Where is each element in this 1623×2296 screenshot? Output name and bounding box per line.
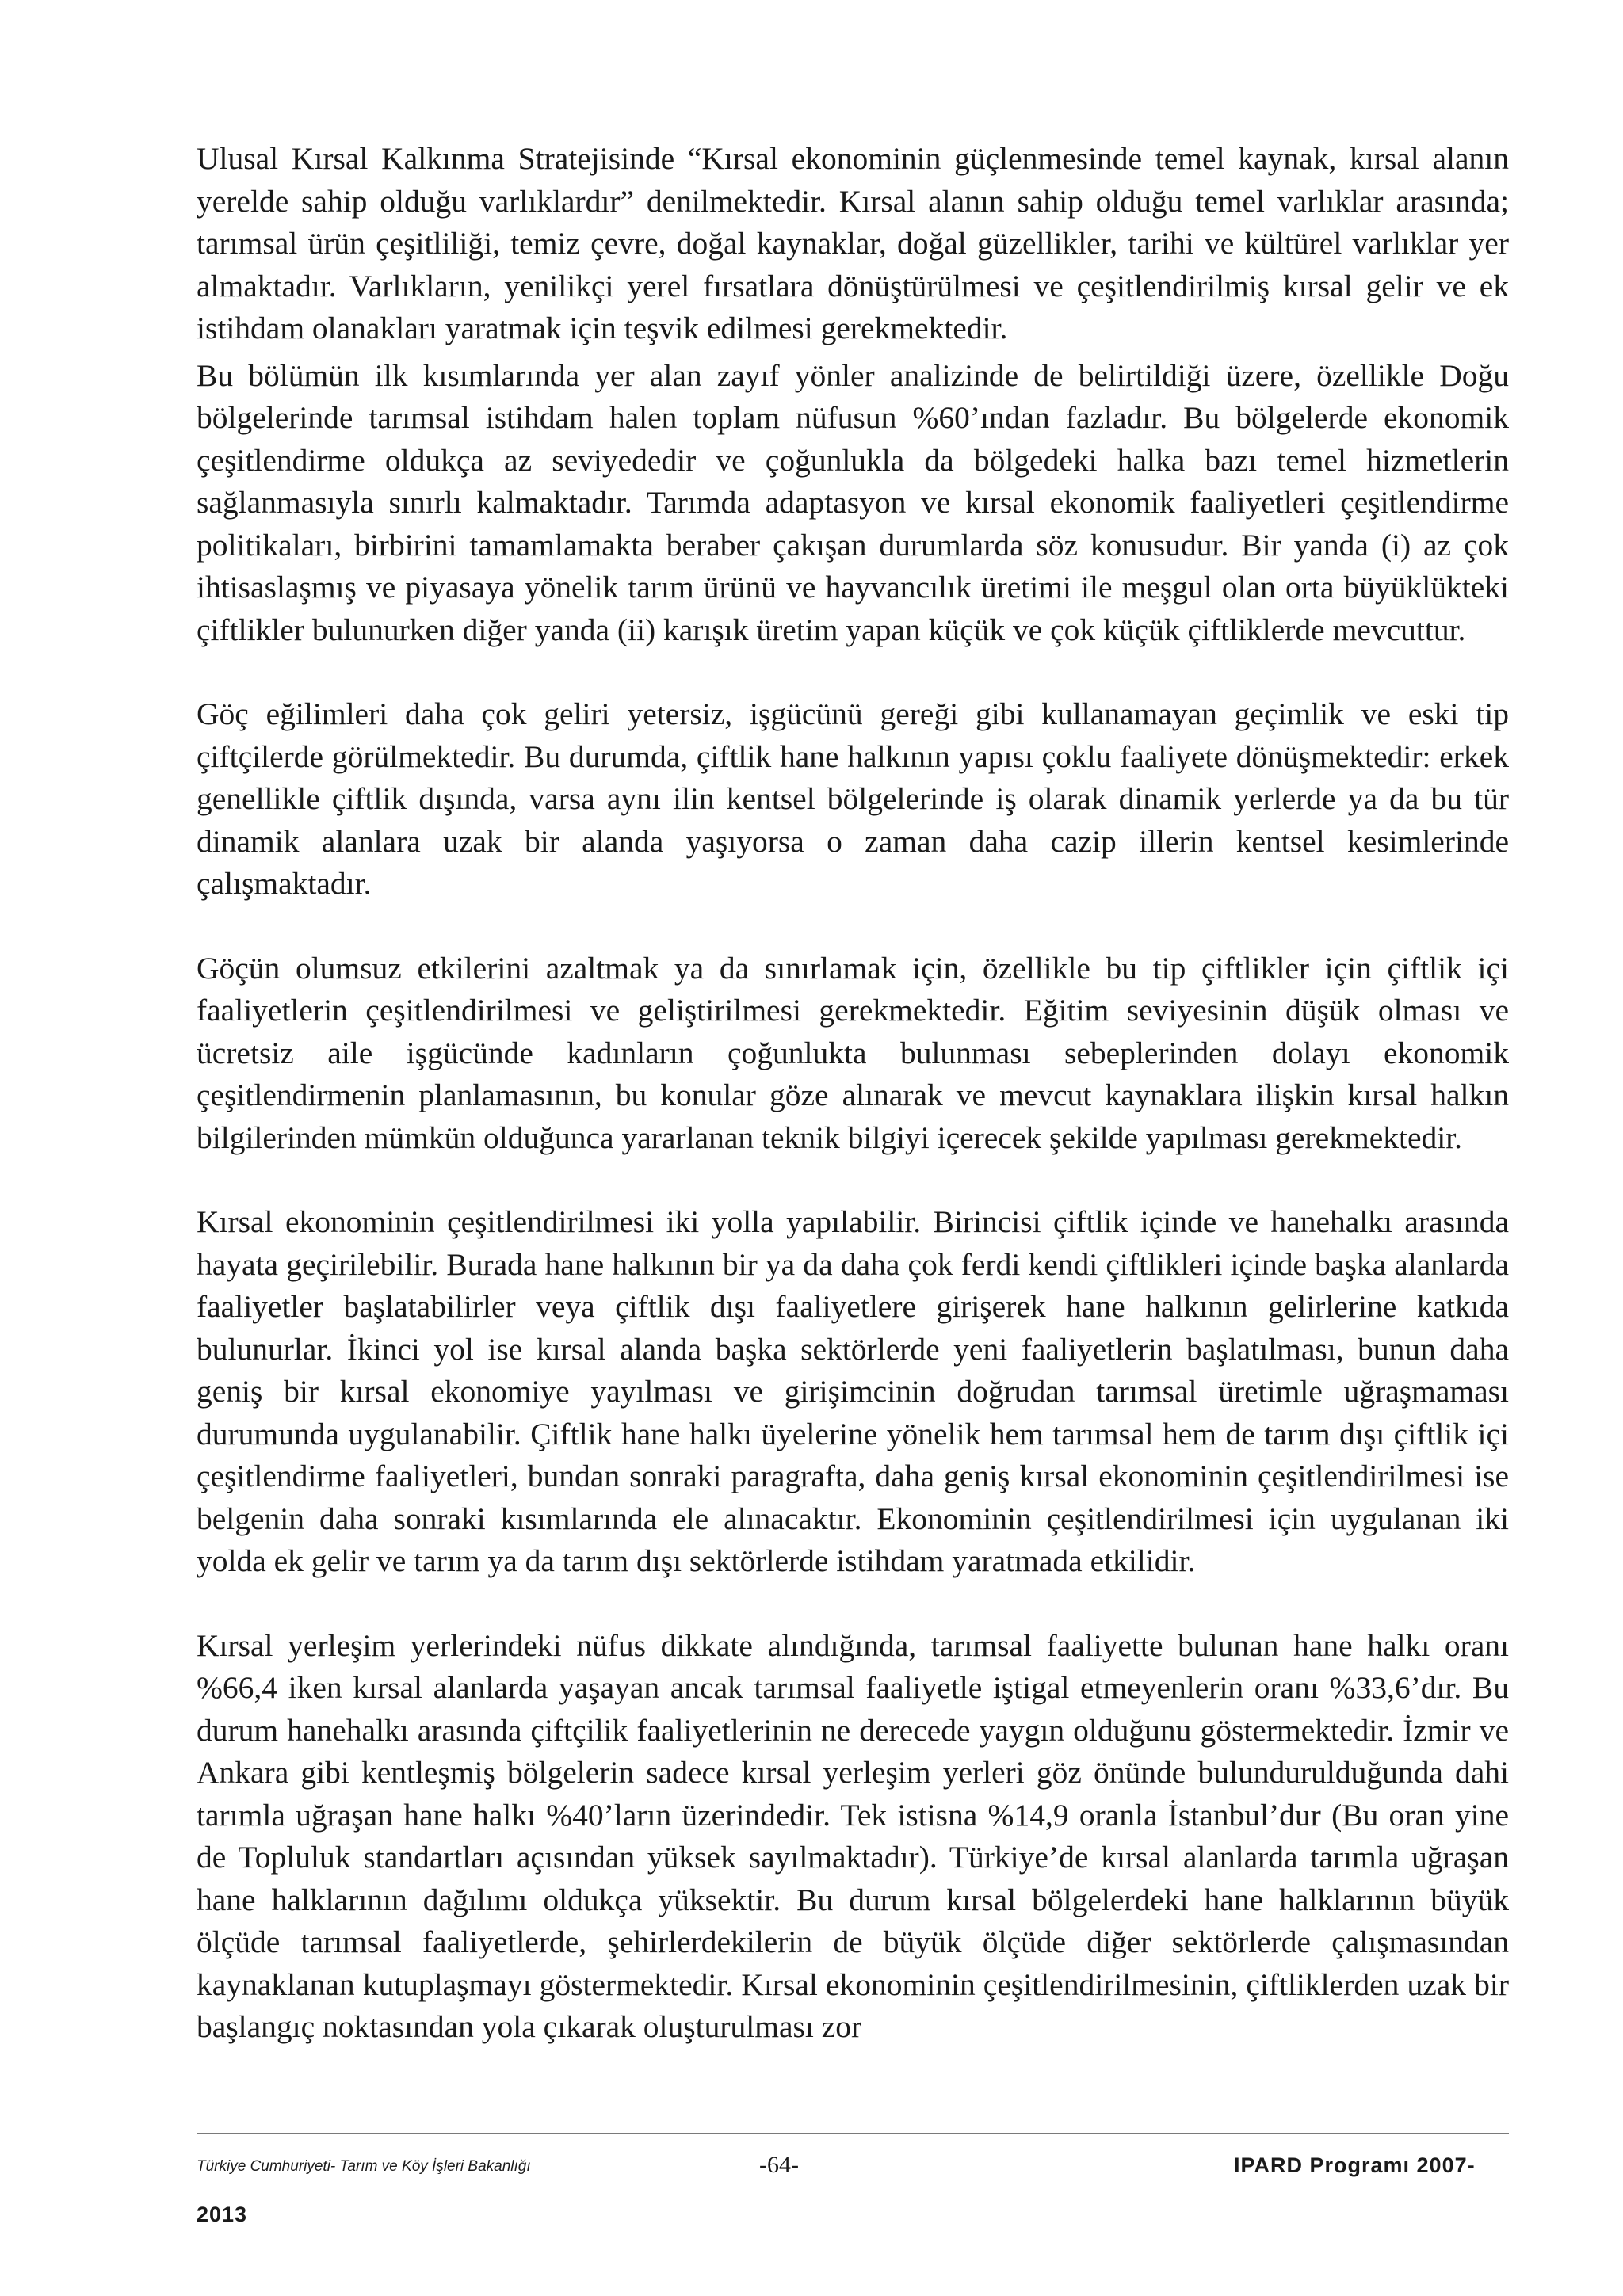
footer-page-number: -64- xyxy=(759,2152,799,2178)
paragraph-diversification-ways: Kırsal ekonominin çeşitlendirilmesi iki yolla yapılabilir. Birincisi çiftlik içinde ve hanehalkı arasında hayata geçirilebilir. Burada hane halkının bir ya da daha çok ferdi kendi çiftlikleri içinde başka alanlarda faaliyetler başlatabilirler veya çiftlik dışı faaliyetlere girişerek hane halkının gelirlerine katkıda bulunurlar. İkinci yol ise kırsal alanda başka sektörlerde yeni faaliyetlerin başlatılması, bunun daha geniş bir kırsal ekonomiye yayılması ve girişimcinin doğrudan tarımsal üretimle uğraşmaması durumunda uygulanabilir. Çiftlik hane halkı üyelerine yönelik hem tarımsal hem de tarım dışı çiftlik içi çeşitlendirme faaliyetleri, bundan sonraki paragrafta, daha geniş kırsal ekonominin çeşitlendirilmesi ise belgenin daha sonraki kısımlarında ele alınacaktır. Ekonominin çeşitlendirilmesi için uygulanan iki yolda ek gelir ve tarım ya da tarım dışı sektörlerde istihdam yaratmada etkilidir. xyxy=(197,1204,1509,1578)
footer-organization: Türkiye Cumhuriyeti- Tarım ve Köy İşleri Bakanlığı xyxy=(197,2158,531,2175)
footer-divider xyxy=(197,2133,1509,2134)
paragraph-eastern-regions: Bu bölümün ilk kısımlarında yer alan zayıf yönler analizinde de belirtildiği üzere, özellikle Doğu bölgelerinde tarımsal istihdam halen toplam nüfusun %60’ından fazladır. Bu bölgelerde ekonomik çeşitlendirme oldukça az seviyededir ve çoğunlukla da bölgedeki halka bazı temel hizmetlerin sağlanmasıyla sınırlı kalmaktadır. Tarımda adaptasyon ve kırsal ekonomik faaliyetleri çeşitlendirme politikaları, birbirini tamamlamakta beraber çakışan durumlarda söz konusudur. Bir yanda (i) az çok ihtisaslaşmış ve piyasaya yönelik tarım ürünü ve hayvancılık üretimi ile meşgul olan orta büyüklükteki çiftlikler bulunurken diğer yanda (ii) karışık üretim yapan küçük ve çok küçük çiftliklerde mevcuttur. xyxy=(197,357,1509,647)
paragraph-migration-effects: Göçün olumsuz etkilerini azaltmak ya da sınırlamak için, özellikle bu tip çiftlikler için çiftlik içi faaliyetlerin çeşitlendirilmesi ve geliştirilmesi gerekmektedir. Eğitim seviyesinin düşük olması ve ücretsiz aile işgücünde kadınların çoğunlukta bulunması sebeplerinden dolayı ekonomik çeşitlendirmenin planlamasının, bu konular göze alınarak ve mevcut kaynaklara ilişkin kırsal halkın bilgilerinden mümkün olduğunca yararlanan teknik bilgiyi içerecek şekilde yapılması gerekmektedir. xyxy=(197,950,1509,1155)
body-text xyxy=(197,138,1509,2049)
footer-program-title: IPARD Programı 2007- xyxy=(1234,2153,1476,2177)
paragraph-strategy-assets: Ulusal Kırsal Kalkınma Stratejisinde “Kırsal ekonominin güçlenmesinde temel kaynak, kırsal alanın yerelde sahip olduğu varlıklardır” denilmektedir. Kırsal alanın sahip olduğu temel varlıklar arasında; tarımsal ürün çeşitliliği, temiz çevre, doğal kaynaklar, doğal güzellikler, tarihi ve kültürel varlıklar yer almaktadır. Varlıkların, yenilikçi yerel fırsatlara dönüştürülmesi ve çeşitlendirilmiş kırsal gelir ve ek istihdam olanakları yaratmak için teşvik edilmesi gerekmektedir. xyxy=(197,141,1509,345)
footer-program-year: 2013 xyxy=(197,2203,248,2226)
paragraph-migration-trends: Göç eğilimleri daha çok geliri yetersiz, işgücünü gereği gibi kullanamayan geçimlik ve eski tip çiftçilerde görülmektedir. Bu durumda, çiftlik hane halkının yapısı çoklu faaliyete dönüşmektedir: erkek genellikle çiftlik dışında, varsa aynı ilin kentsel bölgelerinde iş olarak dinamik yerlerde ya da bu tür dinamik alanlara uzak bir alanda yaşıyorsa o zaman daha cazip illerin kentsel kesimlerinde çalışmaktadır. xyxy=(197,696,1509,901)
paragraph-rural-population: Kırsal yerleşim yerlerindeki nüfus dikkate alındığında, tarımsal faaliyette bulunan hane halkı oranı %66,4 iken kırsal alanlarda yaşayan ancak tarımsal faaliyetle iştigal etmeyenlerin oranı %33,6’dır. Bu durum hanehalkı arasında çiftçilik faaliyetlerinin ne derecede yaygın olduğunu göstermektedir. İzmir ve Ankara gibi kentleşmiş bölgelerin sadece kırsal yerleşim yerleri göz önünde bulundurulduğunda dahi tarımla uğraşan hane halkı %40’ların üzerindedir. Tek istisna %14,9 oranla İstanbul’dur (Bu oran yine de Topluluk standartları açısından yüksek sayılmaktadır). Türkiye’de kırsal alanlarda tarımla uğraşan hane halklarının dağılımı oldukça yüksektir. Bu durum kırsal bölgelerdeki hane halklarının büyük ölçüde tarımsal faaliyetlerde, şehirlerdekilerin de büyük ölçüde diğer sektörlerde çalışmasından kaynaklanan kutuplaşmayı göstermektedir. Kırsal ekonominin çeşitlendirilmesinin, çiftliklerden uzak bir başlangıç noktasından yola çıkarak oluşturulması zor xyxy=(197,1627,1509,2044)
